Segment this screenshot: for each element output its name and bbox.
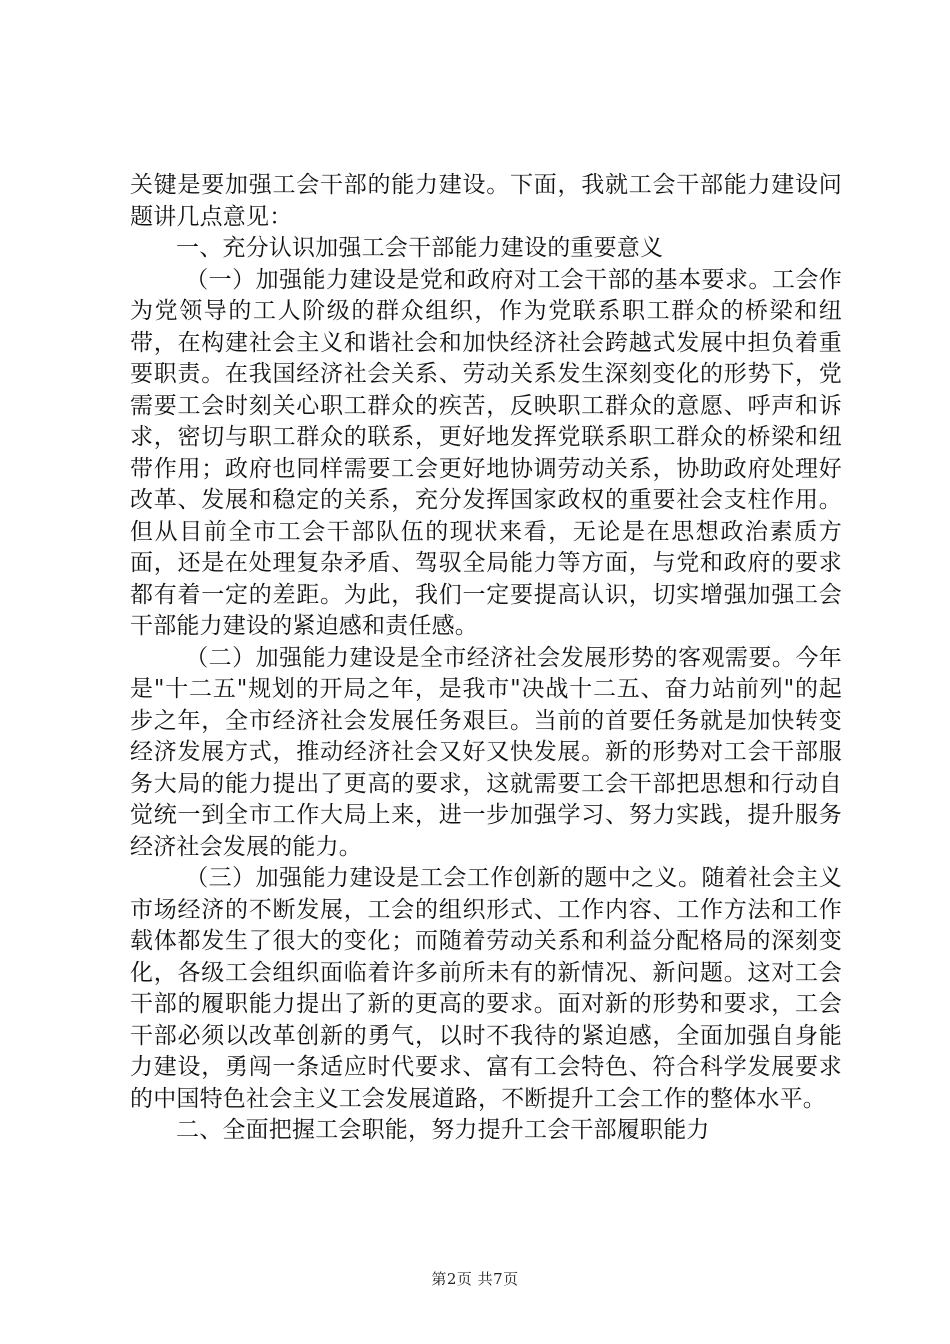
section-heading-1: 一、充分认识加强工会干部能力建设的重要意义 (176, 235, 664, 261)
paragraph-point-3: （三）加强能力建设是工会工作创新的题中之义。随着社会主义市场经济的不断发展，工会的组织形式、工作内容、工作方法和工作载体都发生了很大的变化；而随着劳动关系和利益分配格局的深刻变化，各级工会组织面临着许多前所未有的新情况、新问题。这对工会干部的履职能力提出了新的更高的要求。面对新的形势和要求，工会干部必须以改革创新的勇气，以时不我待的紧迫感，全面加强自身能力建设，勇闯一条适应时代要求、富有工会特色、符合科学发展要求的中国特色社会主义工会发展道路，不断提升工会工作的整体水平。 (130, 865, 842, 1112)
section-heading-2: 二、全面把握工会职能，努力提升工会干部履职能力 (176, 1117, 710, 1143)
page-footer: 第2页 共7页 (431, 1270, 519, 1288)
paragraph-point-1: （一）加强能力建设是党和政府对工会干部的基本要求。工会作为党领导的工人阶级的群众组织，作为党联系职工群众的桥梁和纽带，在构建社会主义和谐社会和加快经济社会跨越式发展中担负着重要职责。在我国经济社会关系、劳动关系发生深刻变化的形势下，党需要工会时刻关心职工群众的疾苦，反映职工群众的意愿、呼声和诉求，密切与职工群众的联系，更好地发挥党联系职工群众的桥梁和纽带作用；政府也同样需要工会更好地协调劳动关系，协助政府处理好改革、发展和稳定的关系，充分发挥国家政权的重要社会支柱作用。但从目前全市工会干部队伍的现状来看，无论是在思想政治素质方面，还是在处理复杂矛盾、驾驭全局能力等方面，与党和政府的要求都有着一定的差距。为此，我们一定要提高认识，切实增强加强工会干部能力建设的紧迫感和责任感。 (130, 266, 842, 639)
document-body (130, 170, 842, 1147)
paragraph-intro: 关键是要加强工会干部的能力建设。下面，我就工会干部能力建设问题讲几点意见： (130, 172, 842, 230)
paragraph-point-2: （二）加强能力建设是全市经济社会发展形势的客观需要。今年是"十二五"规划的开局之年，是我市"决战十二五、奋力站前列"的起步之年，全市经济社会发展任务艰巨。当前的首要任务就是加快转变经济发展方式，推动经济社会又好又快发展。新的形势对工会干部服务大局的能力提出了更高的要求，这就需要工会干部把思想和行动自觉统一到全市工作大局上来，进一步加强学习、努力实践，提升服务经济社会发展的能力。 (130, 644, 842, 860)
